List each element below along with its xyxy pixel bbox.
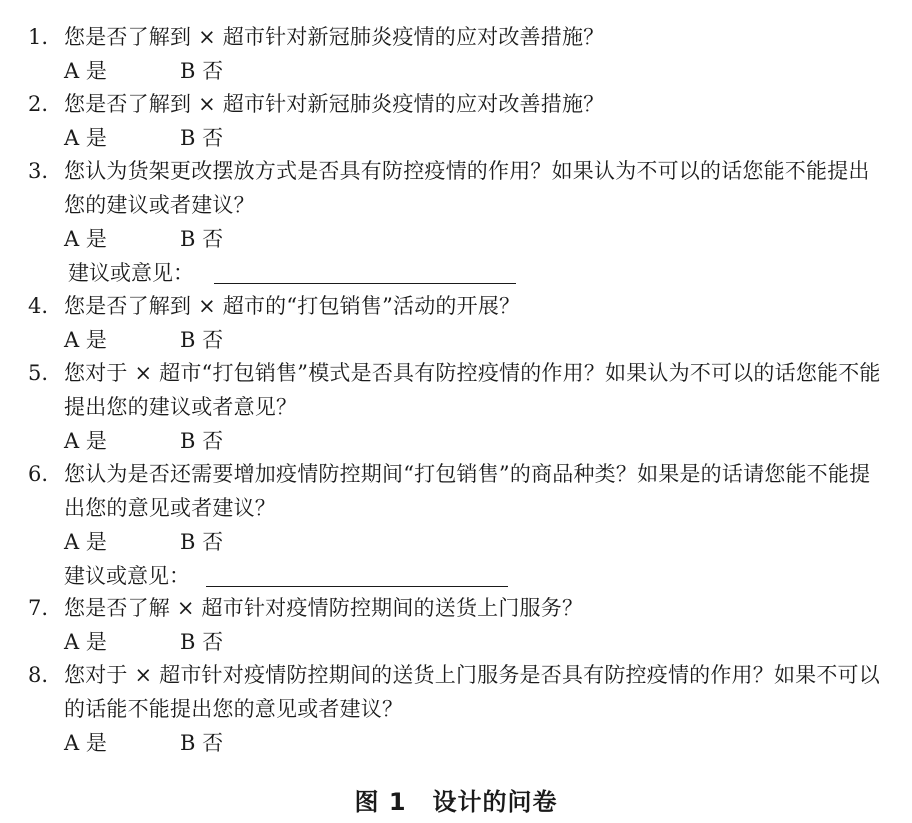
option-b[interactable]: B 否 — [180, 429, 224, 453]
question-number: 1. — [28, 25, 49, 49]
question-text: 您是否了解到 × 超市针对新冠肺炎疫情的应对改善措施？ — [64, 92, 605, 116]
question-number: 3. — [28, 159, 49, 183]
option-b[interactable]: B 否 — [180, 227, 224, 251]
answer-options — [64, 54, 888, 88]
question-number: 5. — [28, 361, 49, 385]
option-a[interactable]: A 是 — [64, 530, 107, 554]
question-text: 您对于 × 超市针对疫情防控期间的送货上门服务是否具有防控疫情的作用？如果不可以的话能不能提出您的意见或者建议？ — [64, 663, 880, 721]
question-text: 您是否了解到 × 超市针对新冠肺炎疫情的应对改善措施？ — [64, 25, 605, 49]
suggestion-row — [68, 256, 888, 290]
option-b[interactable]: B 否 — [180, 630, 224, 654]
suggestion-label: 建议或意见： — [64, 564, 190, 588]
answer-options — [64, 222, 888, 256]
suggestion-label: 建议或意见： — [68, 261, 194, 285]
question-number: 6. — [28, 462, 49, 486]
option-a[interactable]: A 是 — [64, 429, 107, 453]
option-a[interactable]: A 是 — [64, 630, 107, 654]
option-b[interactable]: B 否 — [180, 731, 224, 755]
answer-options — [64, 726, 888, 760]
answer-options — [64, 424, 888, 458]
question-text: 您是否了解 × 超市针对疫情防控期间的送货上门服务？ — [64, 596, 584, 620]
answer-options — [64, 121, 888, 155]
figure-caption — [0, 782, 912, 817]
question-1 — [28, 20, 888, 88]
question-number: 8. — [28, 663, 49, 687]
figure-title: 设计的问卷 — [432, 788, 558, 816]
question-text: 您是否了解到 × 超市的“打包销售”活动的开展？ — [64, 294, 521, 318]
question-2 — [28, 87, 888, 155]
question-text: 您认为货架更改摆放方式是否具有防控疫情的作用？如果认为不可以的话您能不能提出您的建议或者建议？ — [64, 159, 870, 217]
option-b[interactable]: B 否 — [180, 59, 224, 83]
answer-options — [64, 525, 888, 559]
answer-options — [64, 323, 888, 357]
option-b[interactable]: B 否 — [180, 328, 224, 352]
suggestion-blank-line[interactable] — [214, 283, 516, 284]
suggestion-row — [64, 559, 888, 593]
option-a[interactable]: A 是 — [64, 328, 107, 352]
question-6 — [28, 457, 888, 593]
question-4 — [28, 289, 888, 357]
question-number: 4. — [28, 294, 49, 318]
question-3 — [28, 154, 888, 290]
suggestion-blank-line[interactable] — [206, 586, 508, 587]
option-a[interactable]: A 是 — [64, 227, 107, 251]
option-a[interactable]: A 是 — [64, 59, 107, 83]
option-a[interactable]: A 是 — [64, 731, 107, 755]
option-a[interactable]: A 是 — [64, 126, 107, 150]
figure-number: 图 1 — [354, 788, 407, 816]
answer-options — [64, 625, 888, 659]
option-b[interactable]: B 否 — [180, 530, 224, 554]
question-5 — [28, 356, 888, 458]
question-number: 7. — [28, 596, 49, 620]
question-7 — [28, 591, 888, 659]
question-text: 您对于 × 超市“打包销售”模式是否具有防控疫情的作用？如果认为不可以的话您能不能提出您的建议或者意见？ — [64, 361, 881, 419]
question-8 — [28, 658, 888, 760]
question-number: 2. — [28, 92, 49, 116]
option-b[interactable]: B 否 — [180, 126, 224, 150]
question-text: 您认为是否还需要增加疫情防控期间“打包销售”的商品种类？如果是的话请您能不能提出您的意见或者建议？ — [64, 462, 871, 520]
